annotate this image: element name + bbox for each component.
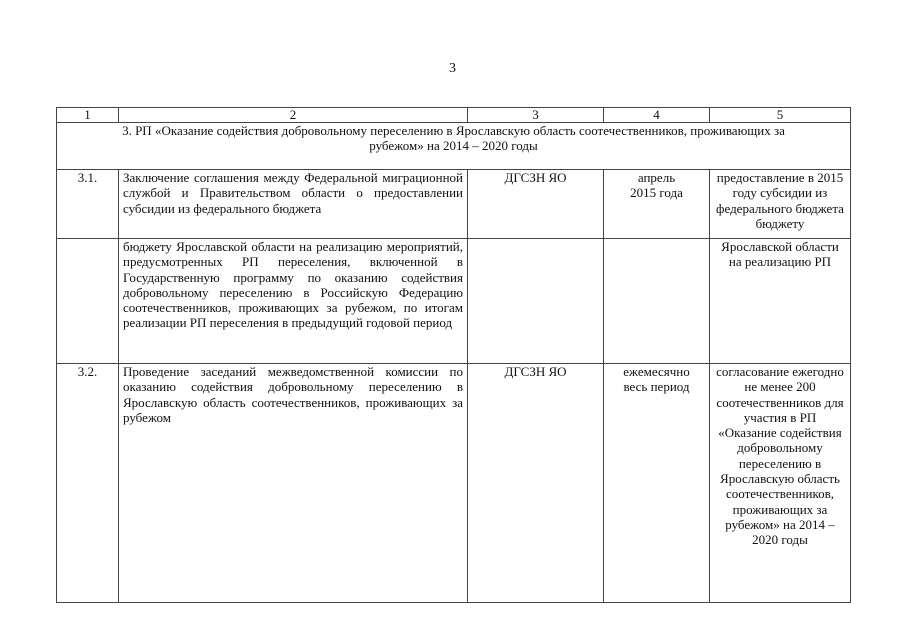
row-description: Заключение соглашения между Федеральной миграционной службой и Правительством области о предоставлении субсидии из федерального бюджета xyxy=(119,170,468,239)
table-row xyxy=(57,364,851,603)
column-number-2: 2 xyxy=(119,108,468,123)
row-deadline xyxy=(604,170,710,239)
page-number: 3 xyxy=(449,61,456,76)
row-description: бюджету Ярославской области на реализацию мероприятий, предусмотренных РП переселения, включенной в Государственную программу по оказанию содействия добровольному переселению в Российскую Федерацию соотечественников, проживающих за рубежом, по итогам реализации РП переселения в предыдущий годовой период xyxy=(119,239,468,364)
column-number-3: 3 xyxy=(468,108,604,123)
row-deadline xyxy=(604,239,710,364)
row-number: 3.2. xyxy=(57,364,119,603)
row-description: Проведение заседаний межведомственной комиссии по оказанию содействия добровольному переселению в Ярославскую область соотечественников, проживающих за рубежом xyxy=(119,364,468,603)
table-header-row xyxy=(57,108,851,123)
row-executor: ДГСЗН ЯО xyxy=(468,364,604,603)
row-result: предоставление в 2015 году субсидии из федерального бюджета бюджету xyxy=(710,170,851,239)
column-number-1: 1 xyxy=(57,108,119,123)
row-number xyxy=(57,239,119,364)
measures-table xyxy=(56,107,851,603)
row-deadline-text: ежемесячно весь период xyxy=(623,364,690,395)
column-number-5: 5 xyxy=(710,108,851,123)
row-deadline xyxy=(604,364,710,603)
row-result: Ярославской области на реализацию РП xyxy=(710,239,851,364)
column-number-4: 4 xyxy=(604,108,710,123)
row-executor: ДГСЗН ЯО xyxy=(468,170,604,239)
row-result: согласование ежегодно не менее 200 соотечественников для участия в РП «Оказание содействия добровольному переселению в Ярославскую область соотечественников, проживающих за рубежом» на 2014 – 2020 годы xyxy=(710,364,851,603)
row-executor xyxy=(468,239,604,364)
section-title xyxy=(57,123,851,170)
table-row-continuation xyxy=(57,239,851,364)
section-title-row xyxy=(57,123,851,170)
section-title-text: 3. РП «Оказание содействия добровольному переселению в Ярославскую область соотечественников, проживающих за рубежом» на 2014 – 2020 годы xyxy=(122,123,785,154)
table-row xyxy=(57,170,851,239)
row-number: 3.1. xyxy=(57,170,119,239)
row-deadline-text: апрель 2015 года xyxy=(630,170,683,201)
